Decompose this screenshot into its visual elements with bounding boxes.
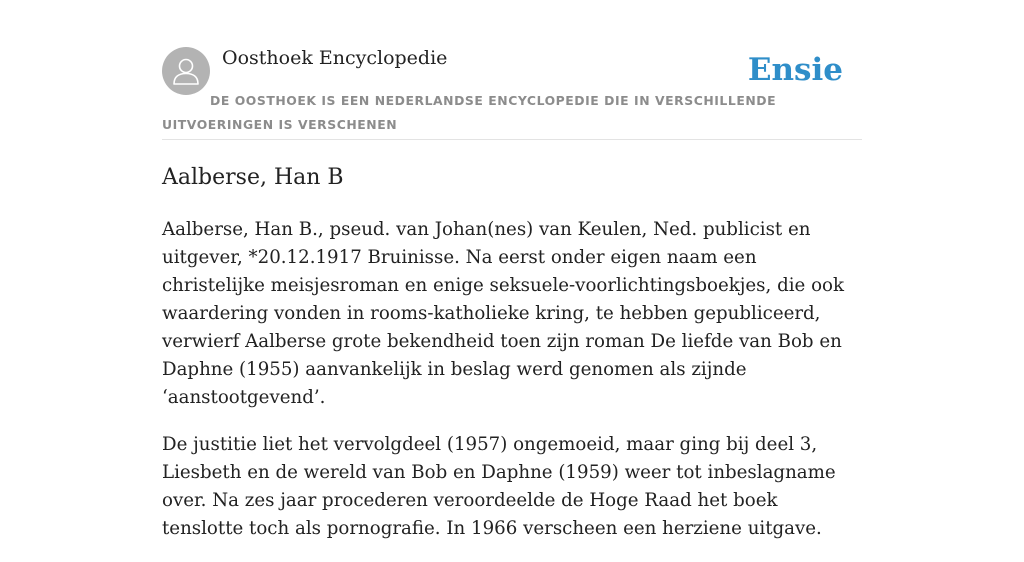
content-container (162, 0, 862, 539)
avatar[interactable] (162, 47, 210, 95)
site-name[interactable]: Oosthoek Encyclopedie (222, 47, 448, 69)
article-paragraph: De justitie liet het vervolgdeel (1957) ongemoeid, maar ging bij deel 3, Liesbeth en de wereld van Bob en Daphne (1959) weer tot inbeslagname over. Na zes jaar procederen veroordeelde de Hoge Raad het boek tenslotte toch als pornografie. In 1966 verscheen een herziene uitgave. (162, 434, 836, 539)
article-paragraph: Aalberse, Han B., pseud. van Johan(nes) van Keulen, Ned. publicist en uitgever, *20.12.1917 Bruinisse. Na eerst onder eigen naam een christelijke meisjesroman en enige seksuele-voorlichtingsboekjes, die ook waardering vonden in rooms-katholieke kring, te hebben gepubliceerd, verwierf Aalberse grote bekendheid toen zijn roman De liefde van Bob en Daphne (1955) aanvankelijk in beslag werd genomen als zijnde ‘aanstootgevend’. (162, 219, 844, 408)
site-header (162, 0, 862, 140)
article-body (162, 216, 862, 562)
brand-logo[interactable]: Ensie (747, 52, 843, 88)
site-tagline: DE OOSTHOEK IS EEN NEDERLANDSE ENCYCLOPEDIE DIE IN VERSCHILLENDE UITVOERINGEN IS VERSCHENEN (162, 93, 777, 132)
page-title: Aalberse, Han B (162, 165, 344, 190)
user-icon (162, 47, 210, 95)
